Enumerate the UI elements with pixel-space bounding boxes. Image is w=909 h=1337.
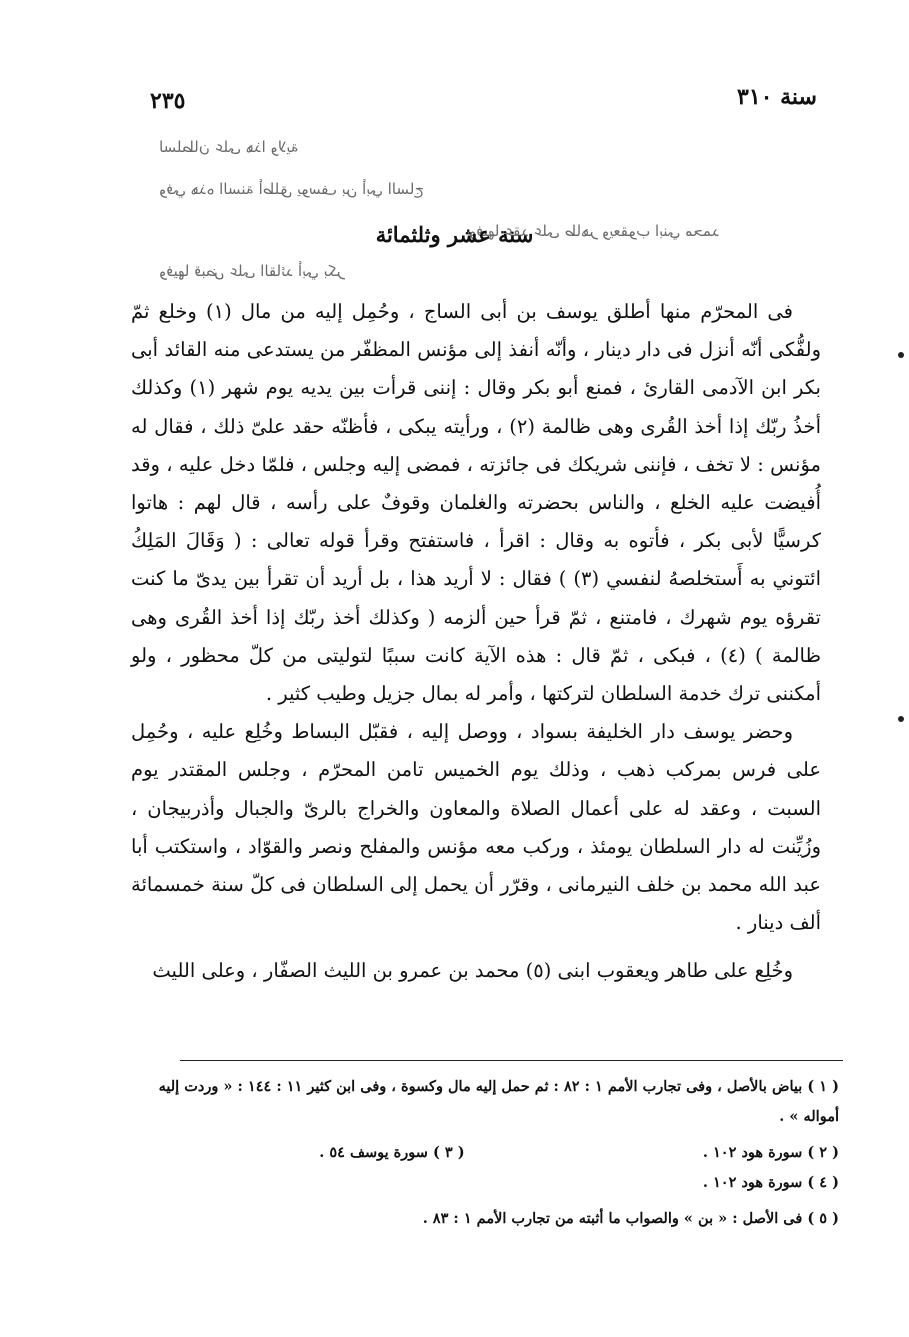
faint-bleedthrough-line: وفي هذه السنة أطلق يوسف بن أبي الساج — [159, 180, 425, 198]
margin-mark — [898, 352, 904, 358]
paragraph: وحضر يوسف دار الخليفة بسواد ، ووصل إليه ، فقبّل البساط وخُلِع عليه ، وحُمِل على فرس بمركب ذهب ، وذلك يوم الخميس تامن المحرّم ، وجلس المقتدر يوم السبت ، وعقد له على أعمال الصلاة والمعاون والخراج بالرىّ والجبال وأذربيجان ، وزُيِّنت له دار السلطان يومئذ ، وركب معه مؤنس والمفلح ونصر والقوّاد ، واستكتب أبا عبد الله محمد بن خلف النيرمانى ، وقرّر أن يحمل إلى السلطان فى كلّ سنة خمسمائة ألف دينار . — [131, 720, 821, 935]
footnote-2: ( ٢ ) سورة هود ١٠٢ . — [702, 1144, 839, 1161]
paragraph: فى المحرّم منها أطلق يوسف بن أبى الساج ، وحُمِل إليه من مال (١) وخلع ثمّ ولفُّكى أنّه أنزل فى دار دينار ، وأنّه أنفذ إلى مؤنس المظفّر من يستدعى منه القائد أبى بكر ابن الآدمى القارئ ، فمنع أبو بكر وقال : إننى قرأت بين يديه يوم شهر (١) وكذلك أخذُ ربّك إذا أخذ القُرى وهى ظالمة (٢) ، ورأيته يبكى ، فأظنّه حقد علىّ ذلك ، فقال له مؤنس : لا تخف ، فإننى شريكك فى جائزته ، فمضى إليه وجلس ، فلمّا دخل عليه ، وقد أُفيضت عليه الخلع ، والناس بحضرته والغلمان وقوفٌ على رأسه ، قال لهم : هاتوا كرسيًّا لأبى بكر ، فأتوه به وقال : اقرأ ، فاستفتح وقرأ قوله تعالى : ( وَقَالَ المَلِكُ ائتوني به أَستخلصهُ لنفسي (٣) ) فقال : لا أريد هذا ، بل أريد أن تقرأ بين يدىّ ما كنت تقرؤه يوم شهرك ، فامتنع ، ثمّ قرأ حين ألزمه ( وكذلك أخذ ربّك إذا أخذ القُرى وهى ظالمة ) (٤) ، فبكى ، ثمّ قال : هذه الآية كانت سببًا لتوليتى من كلّ محظور ، ولو أمكننى ترك خدمة السلطان لتركتها ، وأمر له بمال جزيل وطيب كثير . — [131, 300, 822, 706]
footnote-5: ( ٥ ) فى الأصل : « بن » والصواب ما أثبته من تجارب الأمم ١ : ٨٣ . — [422, 1210, 839, 1227]
faint-bleedthrough-line: وفيها قبض على القائد أبي بكر — [159, 262, 345, 280]
footnote-3: ( ٣ ) سورة يوسف ٥٤ . — [319, 1144, 465, 1161]
main-text — [131, 293, 821, 991]
footnote-divider — [180, 1060, 843, 1061]
faint-bleedthrough-line: لسلطان على هذا ولاية — [159, 138, 299, 156]
faint-bleedthrough-line: وفيها عقد على طاهر ويعقوب ابني محمد — [469, 222, 720, 240]
page-number: ٢٣٥ — [150, 88, 186, 114]
footnote-4: ( ٤ ) سورة هود ١٠٢ . — [702, 1174, 839, 1191]
footnote-1: ( ١ ) بياض بالأصل ، وفى تجارب الأمم ١ : ٨٢ : ثم حمل إليه مال وكسوة ، وفى ابن كثير ١١ : ١٤٤ : « وردت إليه أمواله » . — [158, 1078, 839, 1125]
margin-mark — [898, 716, 904, 722]
footnotes — [119, 1072, 839, 1234]
section-title: سنة عشر وثلثمائة — [375, 222, 534, 247]
running-header-year: سنة ٣١٠ — [737, 84, 817, 110]
paragraph: وخُلِع على طاهر ويعقوب ابنى (٥) محمد بن عمرو بن الليث الصفّار ، وعلى الليث — [152, 959, 793, 983]
